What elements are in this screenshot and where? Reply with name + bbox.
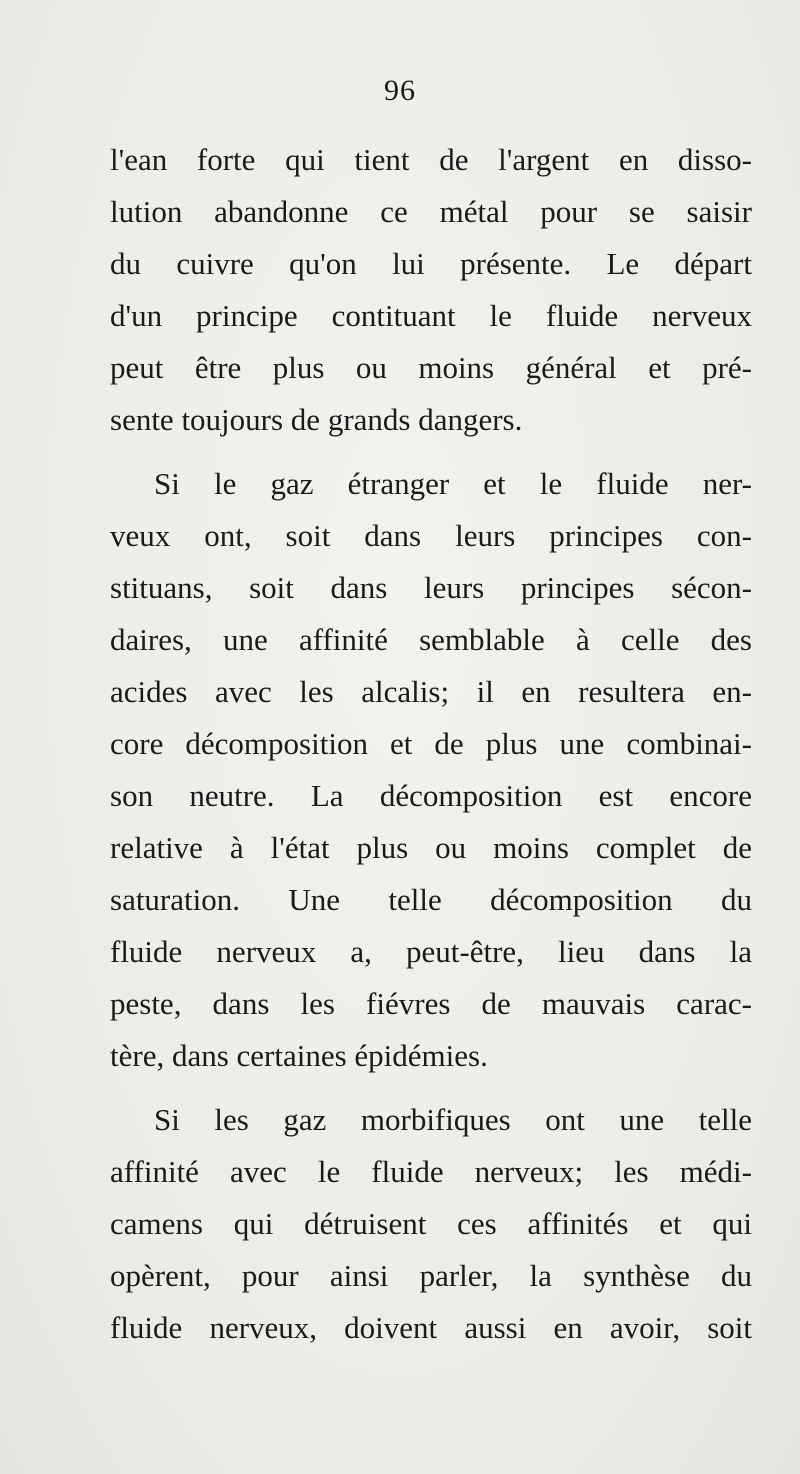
text-line: peste, dans les fiévres de mauvais carac- <box>110 986 752 1021</box>
paragraph-1 <box>110 134 752 446</box>
body-text <box>110 134 752 1354</box>
text-line: fluide nerveux, doivent aussi en avoir, soit <box>110 1310 752 1345</box>
text-line: du cuivre qu'on lui présente. Le départ <box>110 246 752 281</box>
text-line: tère, dans certaines épidémies. <box>110 1038 488 1073</box>
text-line: fluide nerveux a, peut-être, lieu dans la <box>110 934 752 969</box>
text-line: relative à l'état plus ou moins complet de <box>110 830 752 865</box>
text-line: camens qui détruisent ces affinités et qui <box>110 1206 752 1241</box>
text-line: lution abandonne ce métal pour se saisir <box>110 194 752 229</box>
text-line: Si le gaz étranger et le fluide ner- <box>154 466 752 501</box>
paragraph-3 <box>110 1094 752 1354</box>
text-line: Si les gaz morbifiques ont une telle <box>154 1102 752 1137</box>
paragraph-gap <box>110 1082 752 1094</box>
text-line: sente toujours de grands dangers. <box>110 402 523 437</box>
paragraph-2 <box>110 458 752 1082</box>
text-line: d'un principe contituant le fluide nerveux <box>110 298 752 333</box>
text-line: acides avec les alcalis; il en resultera en- <box>110 674 752 709</box>
text-line: veux ont, soit dans leurs principes con- <box>110 518 752 553</box>
text-line: saturation. Une telle décomposition du <box>110 882 752 917</box>
paragraph-gap <box>110 446 752 458</box>
text-line: opèrent, pour ainsi parler, la synthèse du <box>110 1258 752 1293</box>
text-line: affinité avec le fluide nerveux; les médi- <box>110 1154 752 1189</box>
text-line: peut être plus ou moins général et pré- <box>110 350 752 385</box>
text-line: son neutre. La décomposition est encore <box>110 778 752 813</box>
text-line: core décomposition et de plus une combinai- <box>110 726 752 761</box>
text-line: l'ean forte qui tient de l'argent en disso- <box>110 142 752 177</box>
page-number: 96 <box>384 74 416 107</box>
text-line: daires, une affinité semblable à celle des <box>110 622 752 657</box>
text-line: stituans, soit dans leurs principes sécon- <box>110 570 752 605</box>
